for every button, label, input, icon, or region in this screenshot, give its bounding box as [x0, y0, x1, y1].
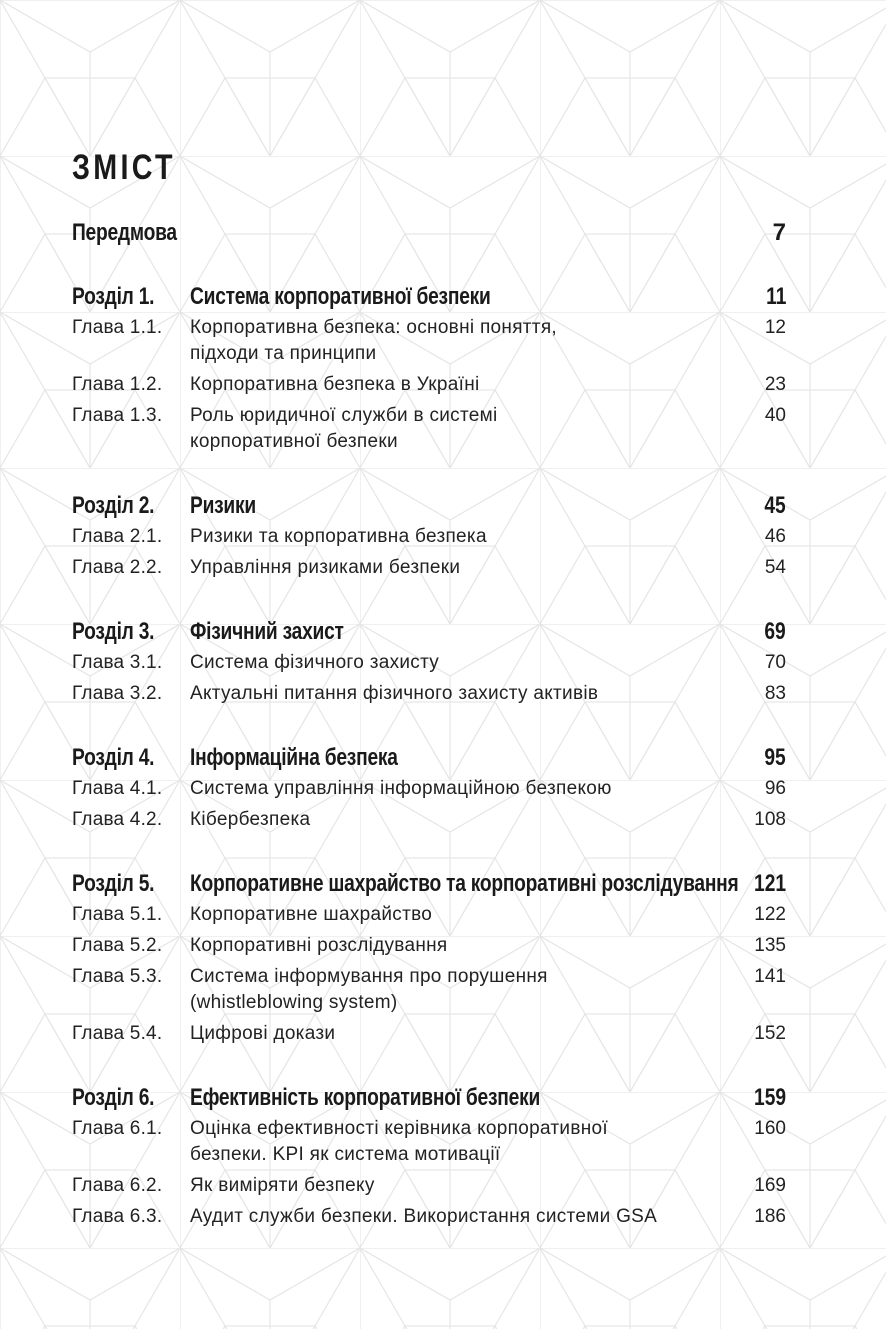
chapter-title: Управління ризиками безпеки — [190, 557, 461, 578]
section-number: Розділ 3. — [72, 618, 155, 645]
chapter-number: Глава 5.4. — [72, 1023, 163, 1044]
chapter-number: Глава 2.2. — [72, 557, 163, 578]
chapter-number: Глава 1.3. — [72, 405, 163, 426]
section-title: Корпоративне шахрайство та корпоративні розслідування — [190, 870, 739, 897]
section-page-number: 45 — [764, 492, 786, 519]
toc-chapter-entry[interactable] — [72, 679, 786, 710]
chapter-page-number: 160 — [754, 1118, 786, 1139]
toc-chapter-entry[interactable] — [72, 522, 786, 553]
toc-section — [72, 490, 786, 584]
toc-section — [72, 1082, 786, 1233]
chapter-page-number: 12 — [764, 317, 786, 338]
chapter-number: Глава 3.1. — [72, 652, 163, 673]
chapter-number: Глава 1.2. — [72, 374, 163, 395]
toc-chapter-entry[interactable] — [72, 900, 786, 931]
toc-entry-preface[interactable] — [72, 217, 786, 249]
toc-section-heading[interactable] — [72, 490, 786, 522]
chapter-page-number: 83 — [764, 683, 786, 704]
chapter-title: Аудит служби безпеки. Використання системи GSA — [190, 1206, 658, 1227]
toc-chapter-entry[interactable] — [72, 962, 786, 1019]
chapter-number: Глава 6.3. — [72, 1206, 163, 1227]
chapter-number: Глава 2.1. — [72, 526, 163, 547]
chapter-number: Глава 1.1. — [72, 317, 163, 338]
section-page-number: 95 — [764, 744, 786, 771]
chapter-page-number: 70 — [764, 652, 786, 673]
chapter-number: Глава 4.1. — [72, 778, 163, 799]
toc-chapter-entry[interactable] — [72, 370, 786, 401]
chapter-number: Глава 5.3. — [72, 966, 163, 987]
toc-section — [72, 281, 786, 458]
section-title: Система корпоративної безпеки — [190, 283, 491, 310]
section-title: Інформаційна безпека — [190, 744, 398, 771]
section-number: Розділ 5. — [72, 870, 155, 897]
toc-chapter-entry[interactable] — [72, 774, 786, 805]
section-page-number: 11 — [765, 283, 786, 310]
chapter-page-number: 169 — [754, 1175, 786, 1196]
chapter-number: Глава 6.1. — [72, 1118, 163, 1139]
toc-section-heading[interactable] — [72, 742, 786, 774]
section-number: Розділ 6. — [72, 1084, 155, 1111]
chapter-page-number: 141 — [754, 966, 786, 987]
chapter-title: Цифрові докази — [190, 1023, 336, 1044]
section-number: Розділ 4. — [72, 744, 155, 771]
section-page-number: 69 — [764, 618, 786, 645]
chapter-page-number: 46 — [764, 526, 786, 547]
chapter-title: Як виміряти безпеку — [190, 1175, 375, 1196]
chapter-page-number: 96 — [764, 778, 786, 799]
chapter-number: Глава 6.2. — [72, 1175, 163, 1196]
chapter-number: Глава 4.2. — [72, 809, 163, 830]
chapter-number: Глава 5.2. — [72, 935, 163, 956]
chapter-page-number: 54 — [764, 557, 786, 578]
toc-chapter-entry[interactable] — [72, 553, 786, 584]
section-title: Фізичний захист — [190, 618, 344, 645]
chapter-page-number: 152 — [754, 1023, 786, 1044]
chapter-page-number: 135 — [754, 935, 786, 956]
preface-page-number: 7 — [772, 219, 786, 246]
chapter-title: Ризики та корпоративна безпека — [190, 526, 487, 547]
toc-section — [72, 868, 786, 1050]
chapter-page-number: 108 — [754, 809, 786, 830]
chapter-title: Система управління інформаційною безпекою — [190, 778, 612, 799]
chapter-page-number: 186 — [754, 1206, 786, 1227]
preface-label: Передмова — [72, 219, 177, 246]
toc-chapter-entry[interactable] — [72, 648, 786, 679]
toc-section-heading[interactable] — [72, 616, 786, 648]
chapter-title: Корпоративне шахрайство — [190, 904, 433, 925]
section-page-number: 121 — [753, 870, 786, 897]
chapter-number: Глава 5.1. — [72, 904, 163, 925]
toc-section — [72, 616, 786, 710]
chapter-title: Актуальні питання фізичного захисту активів — [190, 683, 599, 704]
toc-section-heading[interactable] — [72, 1082, 786, 1114]
chapter-title: Система інформування про порушення (whistleblowing system) — [190, 966, 548, 1013]
table-of-contents — [72, 145, 786, 1233]
toc-chapter-entry[interactable] — [72, 1019, 786, 1050]
toc-chapter-entry[interactable] — [72, 1114, 786, 1171]
section-number: Розділ 1. — [72, 283, 155, 310]
section-title: Ефективність корпоративної безпеки — [190, 1084, 541, 1111]
toc-chapter-entry[interactable] — [72, 313, 786, 370]
chapter-title: Корпоративна безпека: основні поняття, підходи та принципи — [190, 317, 557, 364]
chapter-title: Роль юридичної служби в системі корпоративної безпеки — [190, 405, 498, 452]
section-page-number: 159 — [753, 1084, 786, 1111]
toc-section — [72, 742, 786, 836]
sections-list — [72, 281, 786, 1233]
page-title: ЗМІСТ — [72, 148, 176, 187]
chapter-page-number: 122 — [754, 904, 786, 925]
chapter-title: Оцінка ефективності керівника корпоративної безпеки. KPI як система мотивації — [190, 1118, 608, 1165]
section-number: Розділ 2. — [72, 492, 155, 519]
chapter-page-number: 23 — [764, 374, 786, 395]
toc-chapter-entry[interactable] — [72, 401, 786, 458]
chapter-number: Глава 3.2. — [72, 683, 163, 704]
chapter-page-number: 40 — [764, 405, 786, 426]
chapter-title: Корпоративна безпека в Україні — [190, 374, 480, 395]
toc-chapter-entry[interactable] — [72, 805, 786, 836]
toc-chapter-entry[interactable] — [72, 1171, 786, 1202]
toc-chapter-entry[interactable] — [72, 931, 786, 962]
toc-chapter-entry[interactable] — [72, 1202, 786, 1233]
toc-section-heading[interactable] — [72, 868, 786, 900]
chapter-title: Кібербезпека — [190, 809, 311, 830]
section-title: Ризики — [190, 492, 256, 519]
chapter-title: Корпоративні розслідування — [190, 935, 448, 956]
chapter-title: Система фізичного захисту — [190, 652, 440, 673]
toc-section-heading[interactable] — [72, 281, 786, 313]
